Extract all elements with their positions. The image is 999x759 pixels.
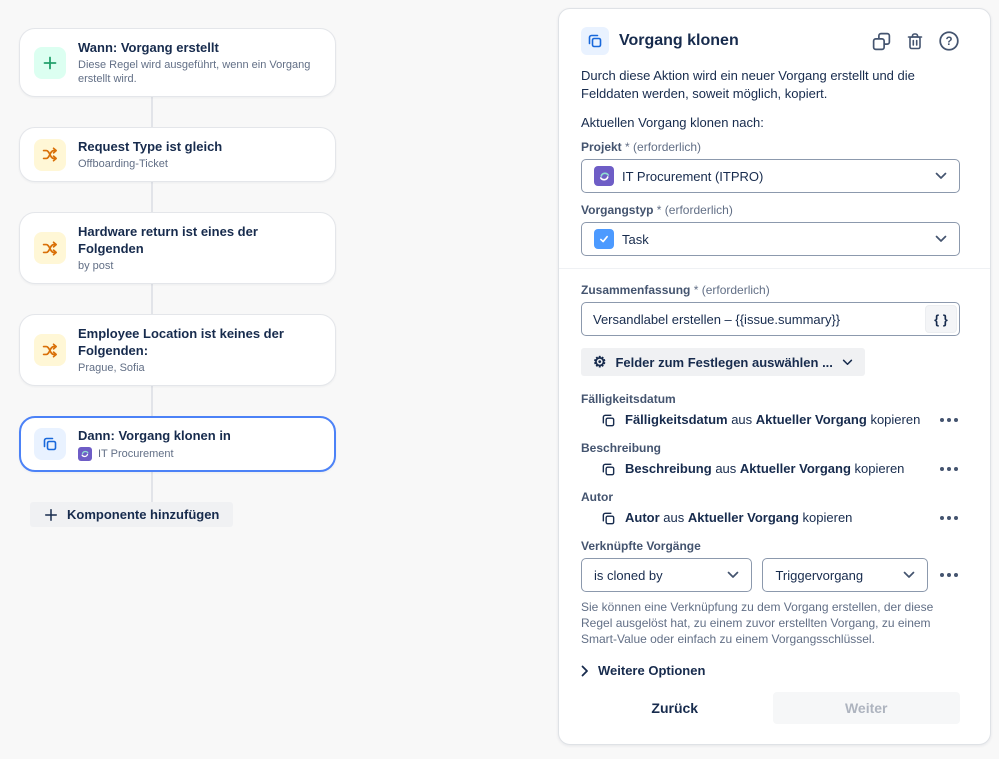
- more-menu-button[interactable]: [938, 512, 960, 524]
- flow-step-trigger[interactable]: [19, 28, 336, 97]
- project-select[interactable]: [581, 159, 960, 193]
- copy-field-row-due-date: [581, 411, 960, 429]
- back-button[interactable]: Zurück: [581, 692, 769, 724]
- chevron-down-icon: [935, 235, 947, 243]
- add-component-button[interactable]: [30, 502, 233, 527]
- delete-action-button[interactable]: [905, 31, 925, 52]
- copy-field-section-label: Fälligkeitsdatum: [581, 392, 676, 406]
- linked-issues-row: [581, 558, 960, 592]
- help-button[interactable]: [938, 30, 960, 52]
- more-menu-button[interactable]: [938, 414, 960, 426]
- panel-title: Vorgang klonen: [619, 32, 739, 49]
- panel-footer: [581, 692, 960, 724]
- duplicate-icon: [871, 31, 892, 52]
- duplicate-action-button[interactable]: [871, 31, 892, 52]
- help-icon: [938, 30, 960, 52]
- link-type-select[interactable]: [581, 558, 752, 592]
- copy-field-section-label: Autor: [581, 490, 613, 504]
- step-subtitle: by post: [78, 260, 114, 272]
- shuffle-condition-icon: [34, 139, 66, 171]
- copy-field-text: Autor aus Aktueller Vorgang kopieren: [625, 510, 853, 525]
- project-avatar-icon: [78, 447, 92, 461]
- svg-text:?: ?: [945, 35, 953, 48]
- summary-label: Zusammenfassung * (erforderlich): [581, 283, 770, 297]
- project-label: Projekt * (erforderlich): [581, 140, 702, 154]
- flow-step-condition-request-type[interactable]: [19, 127, 336, 182]
- issue-type-select[interactable]: [581, 222, 960, 256]
- linked-issues-help-text: Sie können eine Verknüpfung zu dem Vorgang erstellen, der diese Regel ausgelöst hat, zu einem zuvor erstellten Vorgang, zu einem Smart-Value oder einfach zu einem Vorgangsschlüssel.: [581, 600, 934, 646]
- chevron-right-icon: [581, 665, 589, 677]
- action-config-panel: [558, 8, 991, 745]
- clone-action-icon: [34, 428, 66, 460]
- copy-field-row-author: [581, 509, 960, 527]
- more-menu-button[interactable]: [938, 569, 960, 581]
- task-type-icon: [594, 229, 614, 249]
- flow-step-condition-hardware-return[interactable]: [19, 212, 336, 284]
- copy-field-section-label: Beschreibung: [581, 441, 662, 455]
- trash-icon: [905, 31, 925, 52]
- copy-icon: [601, 413, 616, 428]
- copy-field-text: Beschreibung aus Aktueller Vorgang kopieren: [625, 461, 905, 476]
- choose-fields-button[interactable]: ⚙ Felder zum Festlegen auswählen ...: [581, 348, 865, 376]
- gear-icon: ⚙: [593, 353, 607, 371]
- link-target-select[interactable]: [762, 558, 928, 592]
- step-title: Wann: Vorgang erstellt: [78, 40, 219, 55]
- step-title: Request Type ist gleich: [78, 139, 223, 154]
- copy-icon: [601, 462, 616, 477]
- flow-step-condition-employee-location[interactable]: [19, 314, 336, 386]
- step-subtitle: Offboarding-Ticket: [78, 158, 168, 170]
- section-divider: [559, 268, 990, 269]
- plus-icon: [44, 508, 58, 522]
- chevron-down-icon: [903, 571, 915, 579]
- add-component-label: Komponente hinzufügen: [67, 507, 220, 522]
- step-subtitle: Diese Regel wird ausgeführt, wenn ein Vorgang erstellt wird.: [78, 59, 311, 85]
- linked-issues-label: Verknüpfte Vorgänge: [581, 539, 701, 553]
- smart-value-braces-button[interactable]: { }: [925, 305, 957, 333]
- step-title: Hardware return ist eines der Folgenden: [78, 224, 258, 256]
- copy-field-row-description: [581, 460, 960, 478]
- more-menu-button[interactable]: [938, 463, 960, 475]
- action-description: Durch diese Aktion wird ein neuer Vorgang erstellt und die Felddaten werden, soweit möglich, kopiert.: [581, 68, 915, 101]
- clone-target-heading: Aktuellen Vorgang klonen nach:: [581, 115, 764, 130]
- issue-type-label: Vorgangstyp * (erforderlich): [581, 203, 733, 217]
- issue-type-select-value: Task: [622, 231, 649, 247]
- step-subtitle: IT Procurement: [98, 448, 174, 460]
- plus-trigger-icon: [34, 47, 66, 79]
- project-select-value: IT Procurement (ITPRO): [622, 168, 764, 184]
- summary-input[interactable]: [584, 305, 925, 333]
- shuffle-condition-icon: [34, 334, 66, 366]
- link-target-select-value: Triggervorgang: [775, 567, 864, 583]
- link-type-select-value: is cloned by: [594, 567, 663, 583]
- chevron-down-icon: [935, 172, 947, 180]
- more-options-toggle[interactable]: Weitere Optionen: [581, 661, 705, 680]
- shuffle-condition-icon: [34, 232, 66, 264]
- step-subtitle: Prague, Sofia: [78, 362, 145, 374]
- chevron-down-icon: [842, 359, 853, 366]
- clone-action-icon: [581, 27, 609, 55]
- chevron-down-icon: [727, 571, 739, 579]
- flow-step-action-clone[interactable]: [19, 416, 336, 472]
- rule-flow: [19, 28, 336, 527]
- next-button[interactable]: Weiter: [773, 692, 961, 724]
- project-avatar-icon: [594, 166, 614, 186]
- copy-field-text: Fälligkeitsdatum aus Aktueller Vorgang kopieren: [625, 412, 921, 427]
- step-title: Dann: Vorgang klonen in: [78, 428, 231, 443]
- summary-field-wrap: [581, 302, 960, 336]
- copy-icon: [601, 511, 616, 526]
- step-title: Employee Location ist keines der Folgenden:: [78, 326, 284, 358]
